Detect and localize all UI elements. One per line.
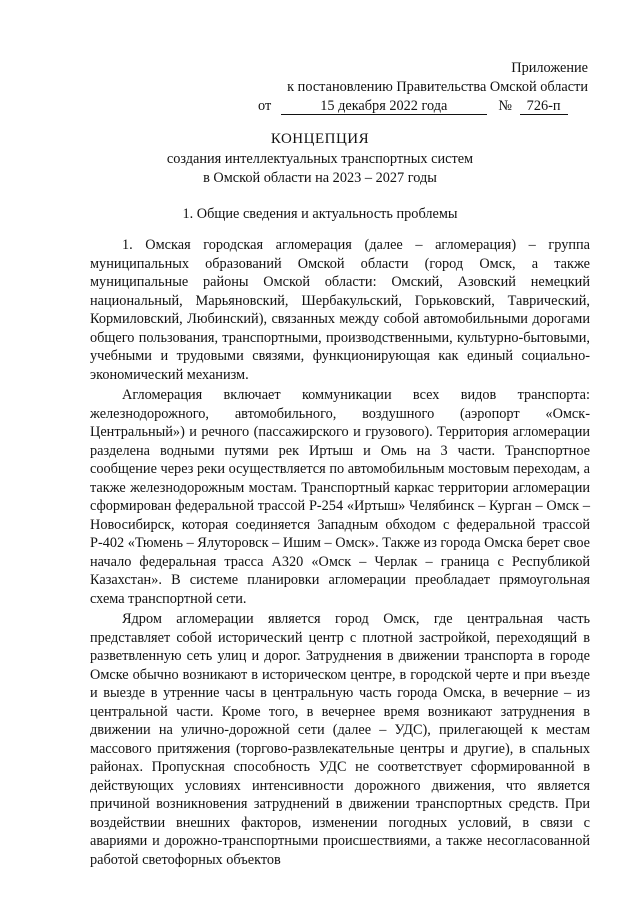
- number-sign: №: [498, 98, 513, 114]
- section-heading: 1. Общие сведения и актуальность проблемы: [182, 206, 458, 222]
- appendix-label: Приложение: [511, 60, 588, 76]
- from-label: от: [258, 98, 272, 114]
- document-title: КОНЦЕПЦИЯ: [270, 131, 370, 147]
- paragraph-3: Ядром агломерации является город Омск, где центральная часть представляет собой исторический центр с плотной застройкой, переходящий в разветвленную сеть улиц и дорог. Затруднения в движении транспорта в городе Омске обычно возникают в историческом центре, в городской черте и при въезде и выезде в утренние часы в центральную часть города Омска, в вечерние – из центральной части. Кроме того, в вечернее время возникают затруднения в движении на улично-дорожной сети (далее – УДС), прилегающей к местам массового притяжения (торгово-развлекательные центры и другие), в спальных районах. Пропускная способность УДС не соответствует сформированной в действующих условиях интенсивности дорожного движения, что является причиной возникновения затруднений в движении транспортных средств. При воздействии внешних факторов, изменении погодных условий, в связи с авариями и дорожно-транспортными происшествиями, а также несогласованной работой светофорных объектов: [90, 611, 590, 868]
- paragraph-1: 1. Омская городская агломерация (далее – агломерация) – группа муниципальных образований Омской области (город Омск, а также муниципальные районы Омской области: Омский, Азовский немецкий национальный, Марьяновский, Шербакульский, Горьковский, Таврический, Кормиловский, Любинский), связанных между собой автомобильными дорогами общего пользования, транспортными, производственными, культурно-бытовыми, учебными и трудовыми связями, функционирующая как единый социально-экономический механизм.: [90, 237, 590, 383]
- resolution-reference: к постановлению Правительства Омской области: [287, 79, 588, 95]
- document-subtitle-line1: создания интеллектуальных транспортных систем: [166, 151, 474, 167]
- resolution-number: 726-п: [520, 98, 568, 115]
- resolution-date: 15 декабря 2022 года: [281, 98, 487, 115]
- date-number-line: [258, 97, 568, 116]
- body-text: [90, 236, 590, 869]
- paragraph-2: Агломерация включает коммуникации всех видов транспорта: железнодорожного, автомобильного, воздушного (аэропорт «Омск-Центральный») и речного (пассажирского и грузового). Территория агломерации разделена водными путями рек Иртыш и Омь на 3 части. Транспортное сообщение через реки осуществляется по автомобильным мостовым переходам, а также железнодорожным мостам. Транспортный каркас территории агломерации сформирован федеральной трассой Р-254 «Иртыш» Челябинск – Курган – Омск – Новосибирск, которая соединяется Западным обходом с федеральной трассой Р-402 «Тюмень – Ялуторовск – Ишим – Омск». Также из города Омска берет свое начало федеральная трасса А320 «Омск – Черлак – граница с Республикой Казахстан». В системе планировки агломерации преобладает прямоугольная схема транспортной сети.: [90, 387, 590, 607]
- document-subtitle-line2: в Омской области на 2023 – 2027 годы: [203, 170, 437, 186]
